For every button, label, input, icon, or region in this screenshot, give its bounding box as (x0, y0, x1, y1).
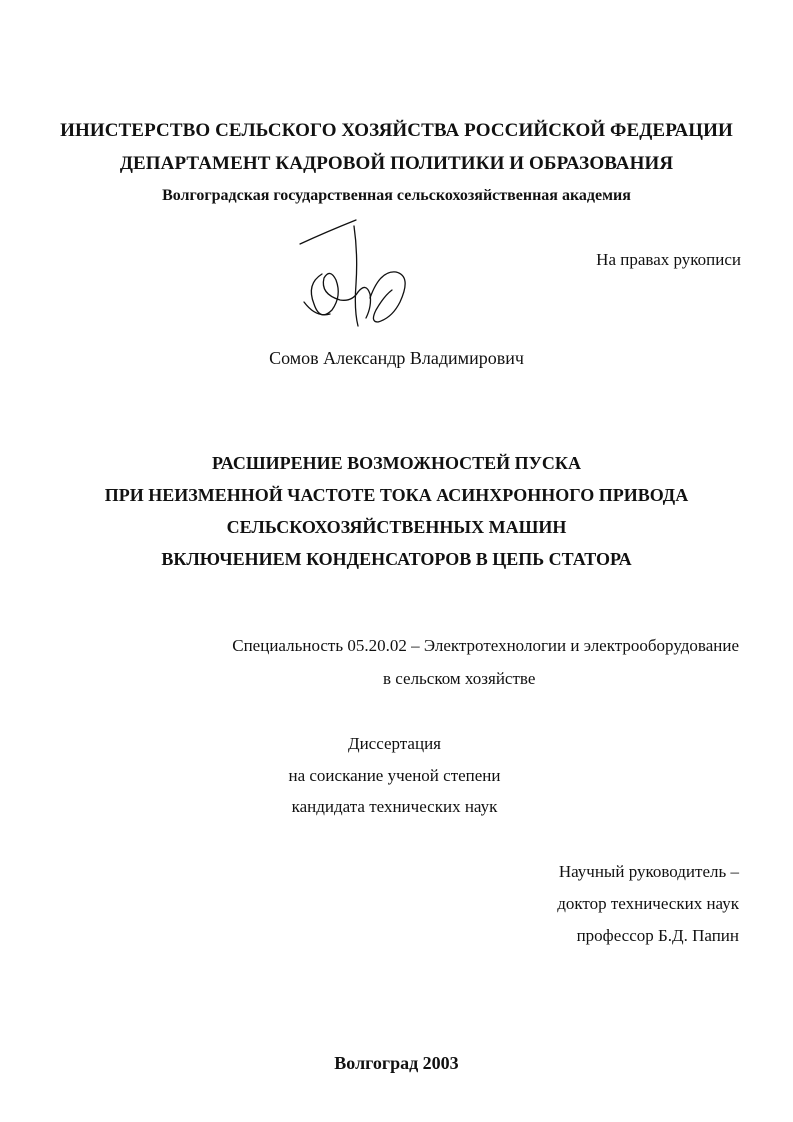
specialty-line-1: Специальность 05.20.02 – Электротехнологии и электрооборудование (232, 636, 739, 655)
signature-icon (296, 214, 416, 334)
city-year: Волгоград 2003 (334, 1053, 459, 1073)
supervisor-line-2: доктор технических наук (557, 894, 739, 913)
supervisor-line-1: Научный руководитель – (558, 862, 739, 881)
academy-heading: Волгоградская государственная сельскохозяйственная академия (162, 187, 631, 204)
title-line-1: РАСШИРЕНИЕ ВОЗМОЖНОСТЕЙ ПУСКА (212, 453, 581, 473)
rights-note: На правах рукописи (596, 250, 741, 269)
author-name: Сомов Александр Владимирович (269, 348, 524, 368)
ministry-heading: ИНИСТЕРСТВО СЕЛЬСКОГО ХОЗЯЙСТВА РОССИЙСКОЙ ФЕДЕРАЦИИ (60, 120, 733, 141)
supervisor-line-3: профессор Б.Д. Папин (576, 926, 739, 945)
title-line-2: ПРИ НЕИЗМЕННОЙ ЧАСТОТЕ ТОКА АСИНХРОННОГО ПРИВОДА (104, 485, 689, 505)
department-heading: ДЕПАРТАМЕНТ КАДРОВОЙ ПОЛИТИКИ И ОБРАЗОВАНИЯ (119, 153, 674, 174)
degree-line-2: на соискание ученой степени (288, 766, 501, 785)
specialty-line-2: в сельском хозяйстве (383, 669, 536, 688)
title-line-4: ВКЛЮЧЕНИЕМ КОНДЕНСАТОРОВ В ЦЕПЬ СТАТОРА (161, 549, 632, 569)
title-line-3: СЕЛЬСКОХОЗЯЙСТВЕННЫХ МАШИН (226, 517, 567, 537)
degree-line-3: кандидата технических наук (291, 797, 498, 816)
degree-line-1: Диссертация (347, 734, 441, 753)
